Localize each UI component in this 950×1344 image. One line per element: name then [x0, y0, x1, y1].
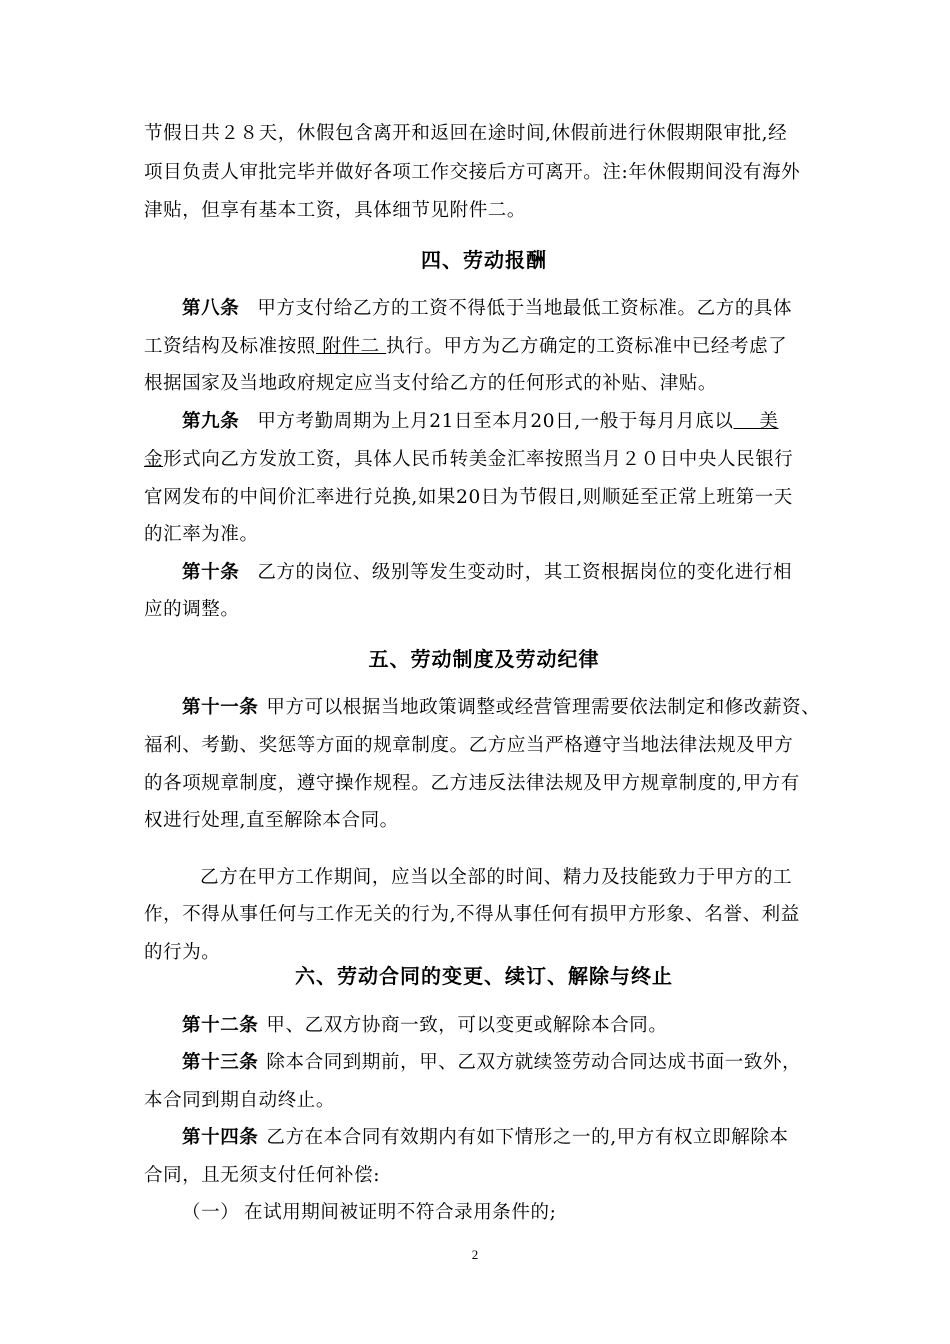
section-heading: 六、劳动合同的变更、续订、解除与终止	[295, 964, 673, 988]
article-label: 第十二条	[182, 1015, 259, 1036]
article-label: 第十三条	[182, 1052, 259, 1073]
text-line: 应的调整。	[144, 599, 240, 620]
article-14	[182, 1126, 824, 1150]
underlined-field: 美	[733, 411, 779, 432]
text-line: 节假日共２８天，休假包含离开和返回在途时间,休假前进行休假期限审批,经	[144, 123, 788, 144]
text-span: 工资结构及标准按照	[144, 336, 316, 357]
text-line: 的汇率为准。	[144, 524, 259, 545]
article-text: 乙方在本合同有效期内有如下情形之一的,甲方有权立即解除本	[266, 1127, 789, 1148]
article-text: 甲方支付给乙方的工资不得低于当地最低工资标准。乙方的具体	[257, 298, 793, 319]
article-10	[182, 561, 824, 585]
text-line: 福利、考勤、奖惩等方面的规章制度。乙方应当严格遵守当地法律法规及甲方	[144, 735, 794, 756]
list-item	[182, 1201, 824, 1225]
text-line: 的行为。	[144, 942, 221, 963]
text-span: 形式向乙方发放工资，具体人民币转美金汇率按照当月２０日中央人民银行	[163, 449, 794, 470]
article-text: 除本合同到期前，甲、乙双方就续签劳动合同达成书面一致外，	[266, 1052, 802, 1073]
article-text: 甲方可以根据当地政策调整或经营管理需要依法制定和修改薪资、	[266, 697, 821, 718]
text-line: 项目负责人审批完毕并做好各项工作交接后方可离开。注:年休假期间没有海外	[144, 162, 801, 183]
article-text: 乙方的岗位、级别等发生变动时，其工资根据岗位的变化进行相	[257, 562, 793, 583]
text-line: 乙方在甲方工作期间，应当以全部的时间、精力及技能致力于甲方的工	[200, 867, 793, 888]
list-item-text: 在试用期间被证明不符合录用条件的;	[244, 1202, 557, 1223]
article-9	[182, 410, 824, 434]
article-text: 甲、乙双方协商一致，可以变更或解除本合同。	[266, 1015, 668, 1036]
article-13	[182, 1051, 824, 1075]
text-line: 津贴，但享有基本工资，具体细节见附件二。	[144, 200, 527, 221]
article-label: 第九条	[182, 411, 240, 432]
text-span: 执行。甲方为乙方确定的工资标准中已经考虑了	[386, 336, 788, 357]
text-line: 本合同到期自动终止。	[144, 1090, 336, 1111]
text-line: 权进行处理,直至解除本合同。	[144, 810, 399, 831]
article-11	[182, 696, 824, 720]
article-12	[182, 1014, 824, 1038]
article-label: 第十四条	[182, 1127, 259, 1148]
article-8	[182, 297, 824, 321]
article-label: 第十条	[182, 562, 240, 583]
article-text: 甲方考勤周期为上月21日至本月20日,一般于每月月底以	[257, 411, 734, 432]
underlined-field: 金	[144, 449, 164, 470]
text-line: 合同，且无须支付任何补偿:	[144, 1165, 381, 1186]
article-label: 第八条	[182, 298, 240, 319]
text-line: 根据国家及当地政府规定应当支付给乙方的任何形式的补贴、津贴。	[144, 373, 718, 394]
article-label: 第十一条	[182, 697, 259, 718]
section-heading: 四、劳动报酬	[421, 248, 547, 272]
section-heading: 五、劳动制度及劳动纪律	[368, 647, 600, 671]
text-line: 的各项规章制度，遵守操作规程。乙方违反法律法规及甲方规章制度的,甲方有	[144, 773, 800, 794]
text-line	[144, 335, 824, 359]
list-item-number: （一）	[182, 1202, 240, 1223]
page-number: 2	[471, 1247, 479, 1262]
text-line: 官网发布的中间价汇率进行兑换,如果20日为节假日,则顺延至正常上班第一天	[144, 487, 793, 508]
text-line	[144, 448, 824, 472]
underlined-field: 附件二	[315, 336, 387, 357]
text-line: 作，不得从事任何与工作无关的行为,不得从事任何有损甲方形象、名誉、利益	[144, 904, 800, 925]
